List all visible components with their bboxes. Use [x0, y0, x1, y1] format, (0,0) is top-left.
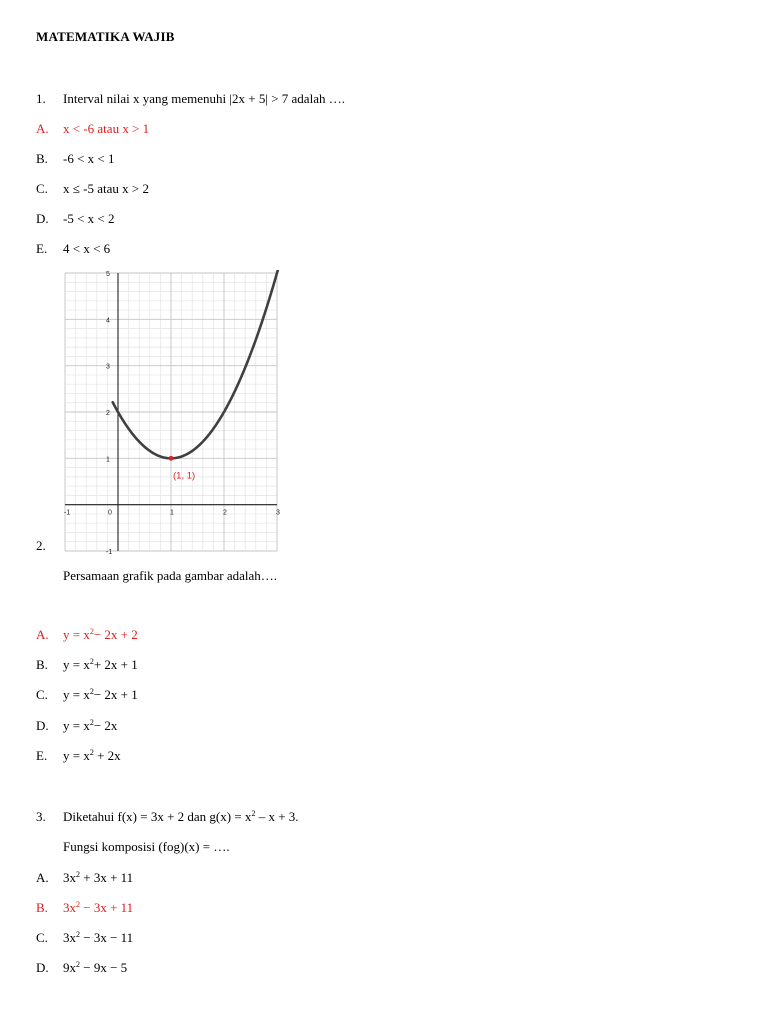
option-letter: C. — [36, 930, 48, 945]
option-letter: D. — [36, 960, 49, 975]
question-text: Diketahui f(x) = 3x + 2 dan $g(x) = x^2 - x + 3$. — [63, 809, 299, 824]
option-text: $y = x^2- 2x + 1$ — [63, 687, 138, 702]
y-tick-label: 1 — [106, 456, 110, 464]
x-tick-label: 1 — [170, 509, 174, 517]
option-text: $y = x^2 + 2x$ — [63, 748, 121, 763]
option-text: -5 < x < 2 — [63, 211, 115, 226]
parabola-graph — [60, 270, 284, 554]
x-tick-label: 2 — [223, 509, 227, 517]
y-tick-label: 4 — [106, 317, 110, 325]
option-letter: E. — [36, 241, 48, 256]
option-text: $3x^2 + 3x + 11$ — [63, 870, 134, 885]
question-number: 1. — [36, 91, 46, 106]
x-tick-label: 3 — [276, 509, 280, 517]
option-letter: B. — [36, 900, 48, 915]
option-text: $3x^2 - 3x - 11$ — [63, 930, 134, 945]
x-tick-label: -1 — [64, 509, 71, 517]
tick-labels — [64, 271, 280, 554]
y-tick-label: 2 — [106, 410, 110, 417]
option-letter: E. — [36, 748, 48, 763]
option-letter: A. — [36, 121, 49, 136]
option-text: $y = x^2+ 2x + 1$ — [63, 657, 138, 672]
option-letter: B. — [36, 151, 48, 166]
vertex-point — [169, 456, 174, 461]
question-text: Interval nilai x yang memenuhi |2x + 5| > 7 adalah …. — [63, 91, 345, 106]
option-text: x < -6 atau x > 1 — [63, 121, 150, 136]
y-tick-label: -1 — [106, 549, 113, 554]
question-text: Fungsi komposisi (fog)(x) = …. — [63, 839, 230, 854]
series-line — [113, 270, 283, 458]
y-tick-label: 5 — [106, 271, 110, 278]
option-letter: A. — [36, 870, 49, 885]
option-text: x ≤ -5 atau x > 2 — [63, 181, 149, 196]
option-text: $y = x^2- 2x + 2$ — [63, 627, 138, 642]
option-text: $y = x^2- 2x$ — [63, 718, 118, 733]
x-tick-label: 0 — [108, 509, 112, 517]
option-text: $9x^2 - 9x - 5$ — [63, 960, 128, 975]
y-tick-label: 3 — [106, 363, 110, 371]
option-text: -6 < x < 1 — [63, 151, 115, 166]
option-letter: A. — [36, 627, 49, 642]
option-letter: D. — [36, 718, 49, 733]
question-text: Persamaan grafik pada gambar adalah…. — [63, 568, 278, 583]
option-text: $3x^2 - 3x + 11$ — [63, 900, 134, 915]
question-number: 2. — [36, 538, 46, 553]
vertex-label: (1, 1) — [173, 470, 196, 482]
question-number: 3. — [36, 809, 46, 824]
option-letter: C. — [36, 687, 48, 702]
option-letter: B. — [36, 657, 48, 672]
page-title: MATEMATIKA WAJIB — [36, 29, 175, 44]
option-text: 4 < x < 6 — [63, 241, 111, 256]
option-letter: D. — [36, 211, 49, 226]
option-letter: C. — [36, 181, 48, 196]
